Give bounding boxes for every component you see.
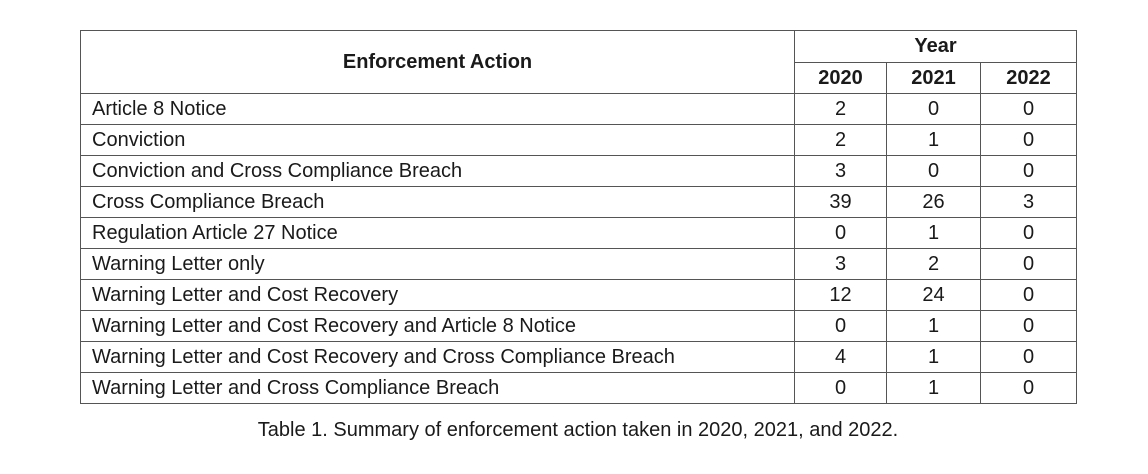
- table-caption: Table 1. Summary of enforcement action taken in 2020, 2021, and 2022.: [257, 419, 899, 441]
- enforcement-table: [80, 30, 1077, 404]
- value-2020-cell: 3: [795, 249, 887, 280]
- table-row: [81, 218, 1077, 249]
- value-2020-cell: 2: [795, 94, 887, 125]
- header-row-top: [81, 31, 1077, 63]
- value-2022-cell: 0: [981, 218, 1077, 249]
- year-2022-header: 2022: [981, 62, 1077, 94]
- value-2021-cell: 2: [887, 249, 981, 280]
- table-row: [81, 94, 1077, 125]
- value-2020-cell: 4: [795, 342, 887, 373]
- value-2021-cell: 1: [887, 125, 981, 156]
- table-row: [81, 249, 1077, 280]
- value-2021-cell: 1: [887, 311, 981, 342]
- value-2020-cell: 39: [795, 187, 887, 218]
- value-2022-cell: 0: [981, 373, 1077, 404]
- table-row: [81, 373, 1077, 404]
- value-2021-cell: 1: [887, 342, 981, 373]
- value-2022-cell: 0: [981, 156, 1077, 187]
- value-2020-cell: 2: [795, 125, 887, 156]
- year-2020-header: 2020: [795, 62, 887, 94]
- action-cell: Warning Letter and Cost Recovery: [81, 280, 795, 311]
- year-2021-header: 2021: [887, 62, 981, 94]
- action-cell: Article 8 Notice: [81, 94, 795, 125]
- action-cell: Cross Compliance Breach: [81, 187, 795, 218]
- value-2022-cell: 0: [981, 342, 1077, 373]
- action-cell: Conviction and Cross Compliance Breach: [81, 156, 795, 187]
- table-row: [81, 311, 1077, 342]
- action-cell: Warning Letter and Cross Compliance Breach: [81, 373, 795, 404]
- value-2020-cell: 0: [795, 311, 887, 342]
- table-row: [81, 156, 1077, 187]
- enforcement-action-header: Enforcement Action: [81, 31, 795, 94]
- value-2022-cell: 0: [981, 311, 1077, 342]
- value-2022-cell: 0: [981, 280, 1077, 311]
- table-row: [81, 342, 1077, 373]
- value-2021-cell: 24: [887, 280, 981, 311]
- value-2022-cell: 0: [981, 94, 1077, 125]
- action-cell: Warning Letter and Cost Recovery and Cross Compliance Breach: [81, 342, 795, 373]
- action-cell: Warning Letter and Cost Recovery and Article 8 Notice: [81, 311, 795, 342]
- table-row: [81, 187, 1077, 218]
- value-2020-cell: 0: [795, 373, 887, 404]
- action-cell: Regulation Article 27 Notice: [81, 218, 795, 249]
- value-2020-cell: 0: [795, 218, 887, 249]
- value-2021-cell: 1: [887, 373, 981, 404]
- action-cell: Conviction: [81, 125, 795, 156]
- value-2022-cell: 0: [981, 125, 1077, 156]
- value-2021-cell: 1: [887, 218, 981, 249]
- value-2021-cell: 0: [887, 94, 981, 125]
- value-2021-cell: 26: [887, 187, 981, 218]
- table-row: [81, 280, 1077, 311]
- table-header: [81, 31, 1077, 94]
- action-cell: Warning Letter only: [81, 249, 795, 280]
- value-2021-cell: 0: [887, 156, 981, 187]
- value-2020-cell: 3: [795, 156, 887, 187]
- year-header: Year: [795, 31, 1077, 63]
- value-2022-cell: 3: [981, 187, 1077, 218]
- table-row: [81, 125, 1077, 156]
- value-2020-cell: 12: [795, 280, 887, 311]
- table-body: [81, 94, 1077, 404]
- value-2022-cell: 0: [981, 249, 1077, 280]
